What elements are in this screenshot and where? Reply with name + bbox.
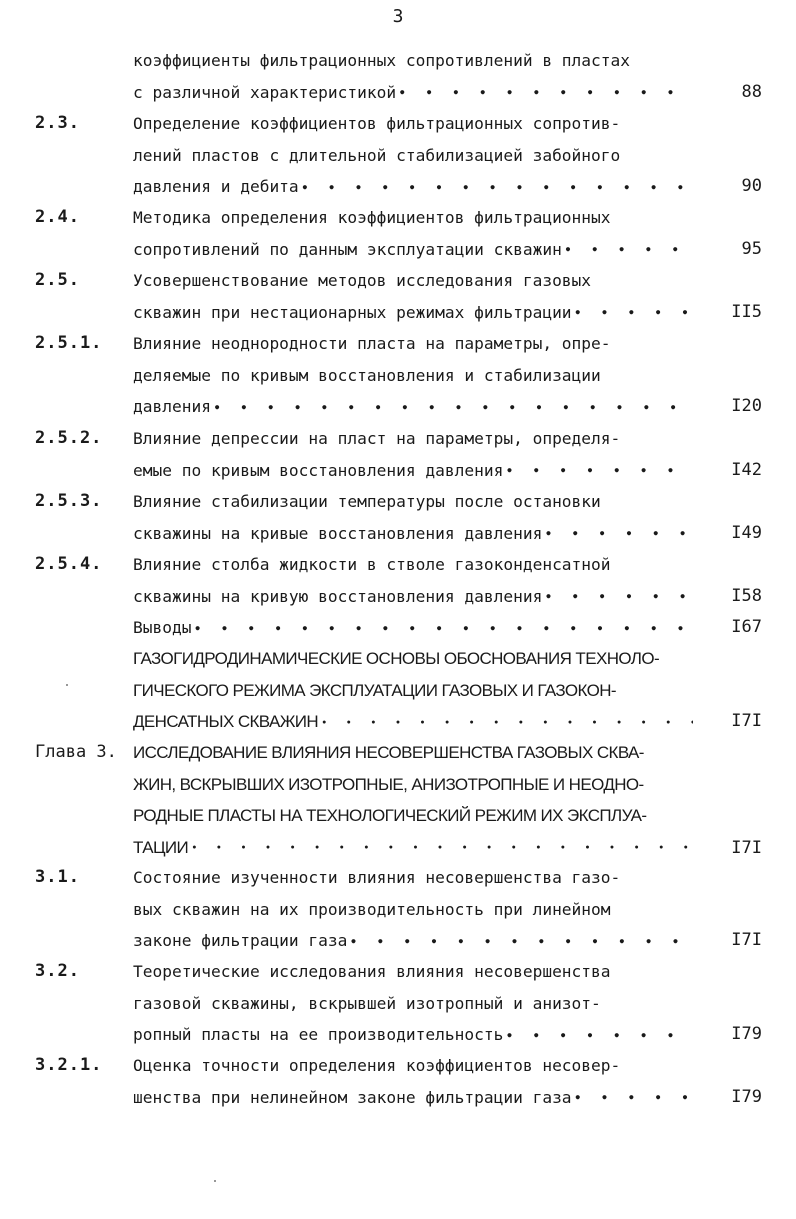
- toc-entry-page: I7I: [731, 838, 762, 858]
- dot-leader: [347, 925, 693, 957]
- toc-entry-page: I49: [731, 522, 762, 543]
- toc-entry-title: [133, 328, 693, 423]
- toc-entry-page: I7I: [731, 711, 762, 731]
- toc-entry-line: Оценка точности определения коэффициентов несовер-: [133, 1056, 621, 1075]
- toc-entry-number: 2.4.: [35, 207, 80, 227]
- toc-entry-line: скважин при нестационарных режимах фильтрации: [133, 302, 572, 322]
- toc-entry-line: законе фильтрации газа: [133, 931, 348, 950]
- dot-leader: [562, 234, 693, 266]
- dot-leader: [211, 391, 693, 423]
- toc-entry-page: I20: [731, 396, 762, 416]
- toc-entry-line: Состояние изученности влияния несовершенства газо-: [133, 868, 621, 887]
- toc-entry-line: Усовершенствование методов исследования газовых: [133, 271, 592, 290]
- toc-entry-title: [133, 862, 693, 957]
- toc-entry-line: РОДНЫЕ ПЛАСТЫ НА ТЕХНОЛОГИЧЕСКИЙ РЕЖИМ ИХ ЭКСПЛУА-: [133, 806, 647, 825]
- toc-entry-page: I79: [731, 1086, 762, 1107]
- scan-speck: [66, 684, 68, 686]
- dot-leader: [299, 171, 693, 203]
- toc-entry-line: лений пластов с длительной стабилизацией забойного: [133, 145, 621, 165]
- toc-entry-line: ГИЧЕСКОГО РЕЖИМА ЭКСПЛУАТАЦИИ ГАЗОВЫХ И ГАЗОКОН-: [133, 680, 616, 700]
- toc-entry-line: ИССЛЕДОВАНИЕ ВЛИЯНИЯ НЕСОВЕРШЕНСТВА ГАЗОВЫХ СКВА-: [133, 743, 644, 762]
- toc-entry-line: деляемые по кривым восстановления и стабилизации: [133, 365, 601, 385]
- scan-speck: [214, 1180, 216, 1182]
- dot-leader: [503, 1019, 693, 1051]
- dot-leader: [542, 581, 693, 613]
- toc-entry-line: давления: [133, 397, 211, 416]
- toc-entry-line: скважины на кривую восстановления давления: [133, 586, 543, 606]
- toc-entry-number: 3.2.1.: [35, 1055, 103, 1075]
- page-number: 3: [392, 6, 404, 27]
- toc-entry-line: вых скважин на их производительность при линейном: [133, 899, 611, 919]
- toc-entry-title: [133, 486, 693, 550]
- toc-entry-number: 2.5.: [35, 270, 80, 290]
- toc-entry-line: Выводы: [133, 618, 192, 637]
- toc-entry-title: [133, 643, 693, 738]
- toc-entry-number: 2.5.3.: [35, 491, 103, 511]
- toc-entry-line: коэффициенты фильтрационных сопротивлений в пластах: [133, 51, 631, 70]
- dot-leader: [318, 706, 693, 738]
- toc-entry-page: I7I: [731, 930, 762, 950]
- toc-entry-page: 95: [741, 238, 762, 259]
- toc-entry-page: I79: [731, 1024, 762, 1044]
- toc-entry-title: [133, 549, 693, 613]
- toc-entry-line: газовой скважины, вскрывшей изотропный и анизот-: [133, 993, 601, 1013]
- toc-entry-line: давления и дебита: [133, 177, 299, 196]
- toc-entry-title: [133, 45, 693, 109]
- toc-entry-line: Влияние неоднородности пласта на параметры, опре-: [133, 334, 611, 353]
- toc-entry-number: Глава 3.: [35, 742, 117, 762]
- toc-entry-title: [133, 1050, 693, 1114]
- toc-entry-number: 2.3.: [35, 113, 80, 133]
- toc-entry-number: 2.5.1.: [35, 333, 103, 353]
- toc-entry-page: I67: [731, 617, 762, 637]
- toc-entry-title: [133, 423, 693, 487]
- toc-entry-page: I58: [731, 585, 762, 606]
- toc-entry-title: [133, 737, 693, 864]
- toc-entry-line: Определение коэффициентов фильтрационных сопротив-: [133, 114, 621, 133]
- toc-entry-page: I42: [731, 459, 762, 480]
- toc-entry-title: [133, 612, 693, 644]
- dot-leader: [188, 832, 693, 864]
- toc-entry-line: Влияние столба жидкости в стволе газоконденсатной: [133, 555, 611, 574]
- toc-entry-line: ДЕНСАТНЫХ СКВАЖИН: [133, 712, 319, 731]
- toc-entry-line: ТАЦИИ: [133, 837, 189, 857]
- toc-entry-title: [133, 202, 693, 266]
- toc-entry-page: 90: [741, 176, 762, 196]
- toc-entry-page: 88: [741, 81, 762, 102]
- toc-entry-line: ЖИН, ВСКРЫВШИХ ИЗОТРОПНЫЕ, АНИЗОТРОПНЫЕ И НЕОДНО-: [133, 774, 644, 794]
- toc-entry-number: 3.2.: [35, 961, 80, 981]
- toc-entry-title: [133, 108, 693, 203]
- dot-leader: [542, 518, 693, 550]
- toc-entry-number: 3.1.: [35, 867, 80, 887]
- toc-entry-line: Теоретические исследования влияния несовершенства: [133, 962, 611, 981]
- toc-entry-line: ГАЗОГИДРОДИНАМИЧЕСКИЕ ОСНОВЫ ОБОСНОВАНИЯ ТЕХНОЛО-: [133, 649, 660, 668]
- toc-entry-title: [133, 956, 693, 1051]
- dot-leader: [191, 612, 693, 644]
- toc-entry-line: емые по кривым восстановления давления: [133, 460, 504, 480]
- toc-entry-line: скважины на кривые восстановления давления: [133, 523, 543, 543]
- toc-entry-line: сопротивлений по данным эксплуатации скважин: [133, 239, 562, 259]
- dot-leader: [572, 1082, 693, 1114]
- toc-entry-number: 2.5.2.: [35, 428, 103, 448]
- toc-entry-page: II5: [731, 301, 762, 322]
- toc-entry-number: 2.5.4.: [35, 554, 103, 574]
- toc-entry-line: Влияние стабилизации температуры после остановки: [133, 492, 601, 511]
- toc-entry-line: Методика определения коэффициентов фильтрационных: [133, 208, 611, 227]
- toc-entry-line: шенства при нелинейном законе фильтрации газа: [133, 1087, 572, 1107]
- toc-entry-line: с различной характеристикой: [133, 82, 397, 102]
- toc-entry-line: ропный пласты на ее производительность: [133, 1025, 504, 1044]
- dot-leader: [396, 77, 693, 109]
- toc-entry-line: Влияние депрессии на пласт на параметры, определя-: [133, 429, 621, 448]
- dot-leader: [572, 297, 693, 329]
- toc-entry-title: [133, 265, 693, 329]
- dot-leader: [503, 455, 693, 487]
